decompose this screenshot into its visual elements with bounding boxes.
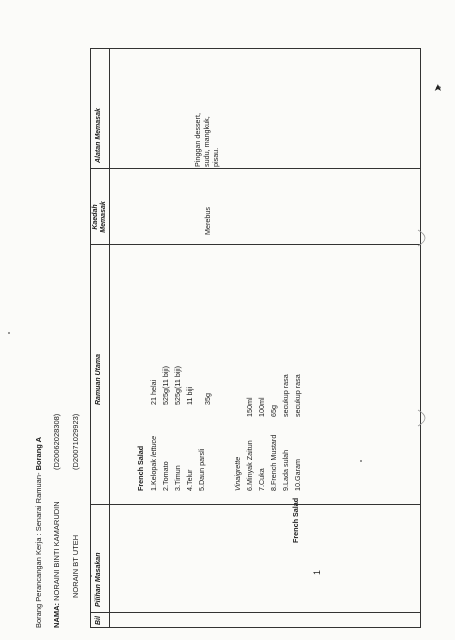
punch-hole-mark-icon	[416, 228, 432, 248]
ingredient-name: 6.Minyak Zaitun	[245, 440, 254, 491]
ingredients-table	[90, 48, 421, 628]
arrow-mark-icon: ➤	[433, 83, 444, 92]
ingredient-name: 7.Cuka	[257, 468, 266, 491]
equipment-line: Pinggan dessert,	[193, 113, 202, 167]
ingredient-qty: 21 helai	[149, 379, 158, 405]
col-header-kaedah: Kaedah Memasak	[92, 201, 107, 233]
student-id: (D20071029923)	[71, 413, 80, 470]
equipment-line: pisau.	[211, 147, 220, 167]
ingredient-name: 3.Timun	[173, 465, 182, 491]
ingredient-qty: secukup rasa	[293, 374, 302, 417]
ingredient-qty: 11 biji	[185, 386, 194, 405]
ingredient-name: 2.Tomato	[161, 461, 170, 491]
col-header-bil: Bil	[95, 616, 102, 625]
student-name: NORAIN BT UTEH	[71, 534, 80, 598]
row-number: 1	[312, 569, 322, 575]
student-name: NORAINI BINTI KAMARUDIN	[52, 501, 61, 601]
ingredient-name: 8.French Mustard	[269, 434, 278, 491]
col-header-alatan: Alatan Memasak	[95, 108, 102, 163]
ingredient-name: 5.Daun parsli	[197, 448, 206, 491]
ingredient-qty: 150ml	[245, 397, 254, 417]
cooking-method: Merebus	[203, 207, 212, 235]
form-title	[34, 437, 43, 628]
form-title-text: Borang Perancangan Kerja : Senarai Ramuan-	[34, 470, 43, 628]
ingredient-qty: 525g(11 biji)	[161, 365, 170, 405]
ingredient-name: 10.Garam	[293, 459, 302, 491]
ingredient-name: 9.Lada sulah	[281, 449, 290, 491]
name-label: NAMA:	[52, 603, 61, 628]
ingredient-qty: 65g	[269, 405, 278, 417]
section-title: Vinaigrette	[233, 456, 242, 491]
punch-hole-mark-icon	[416, 408, 432, 428]
section-title: French Salad	[136, 445, 145, 491]
ingredient-qty: 100ml	[257, 397, 266, 417]
ingredient-qty: 525g(11 biji)	[173, 365, 182, 405]
equipment-line: sudu, mangkuk,	[202, 116, 211, 167]
student-row-1	[52, 501, 61, 628]
ingredient-qty: 35g	[203, 393, 212, 405]
ingredient-name: 1.Kelopak lettuce	[149, 435, 158, 491]
student-id: (D20062028308)	[52, 413, 61, 470]
ingredient-qty: secukup rasa	[281, 374, 290, 417]
dish-name: French Salad	[291, 497, 300, 543]
ingredient-name: 4.Telur	[185, 469, 194, 491]
col-header-pilihan: Pilihan Masakan	[95, 552, 102, 607]
col-header-ramuan: Ramuan Utama	[95, 354, 102, 405]
form-title-bold: Borang A	[34, 436, 43, 471]
